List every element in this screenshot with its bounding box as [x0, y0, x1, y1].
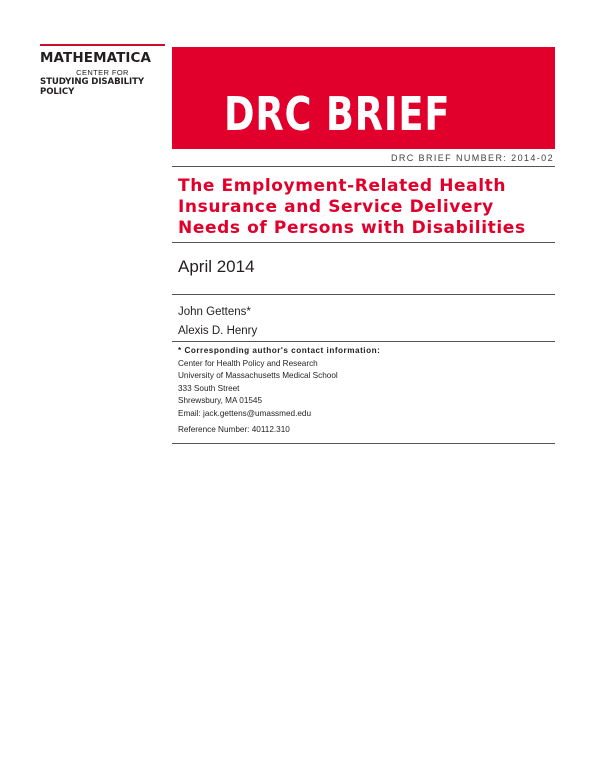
logo-center-for: CENTER FOR	[76, 68, 129, 77]
mathematica-logo	[40, 44, 170, 97]
author-name: John Gettens*	[178, 306, 251, 318]
logo-name: MATHEMATICA	[40, 50, 152, 66]
divider	[172, 341, 555, 342]
divider	[172, 242, 555, 243]
contact-information	[178, 345, 380, 421]
logo-subtitle: STUDYING DISABILITY POLICY	[40, 77, 144, 97]
author-list	[178, 303, 257, 341]
publication-date: April 2014	[178, 257, 255, 276]
contact-line: Shrewsbury, MA 01545	[178, 396, 263, 406]
brief-number: DRC BRIEF NUMBER: 2014-02	[390, 153, 554, 163]
drc-brief-banner	[172, 47, 555, 149]
contact-email: Email: jack.gettens@umassmed.edu	[178, 408, 312, 418]
reference-number: Reference Number: 40112.310	[178, 425, 290, 434]
contact-label: * Corresponding author's contact information:	[178, 346, 381, 355]
logo-rule	[40, 44, 165, 46]
banner-text: DRC BRIEF	[224, 87, 451, 141]
author-name: Alexis D. Henry	[178, 325, 258, 337]
contact-line: University of Massachusetts Medical School	[178, 371, 338, 381]
divider	[172, 294, 555, 295]
divider	[172, 166, 555, 167]
document-title: The Employment-Related Health Insurance and Service Delivery Needs of Persons with Disabilities	[178, 176, 526, 238]
contact-line: 333 South Street	[178, 383, 240, 393]
divider	[172, 443, 555, 444]
contact-line: Center for Health Policy and Research	[178, 358, 318, 368]
